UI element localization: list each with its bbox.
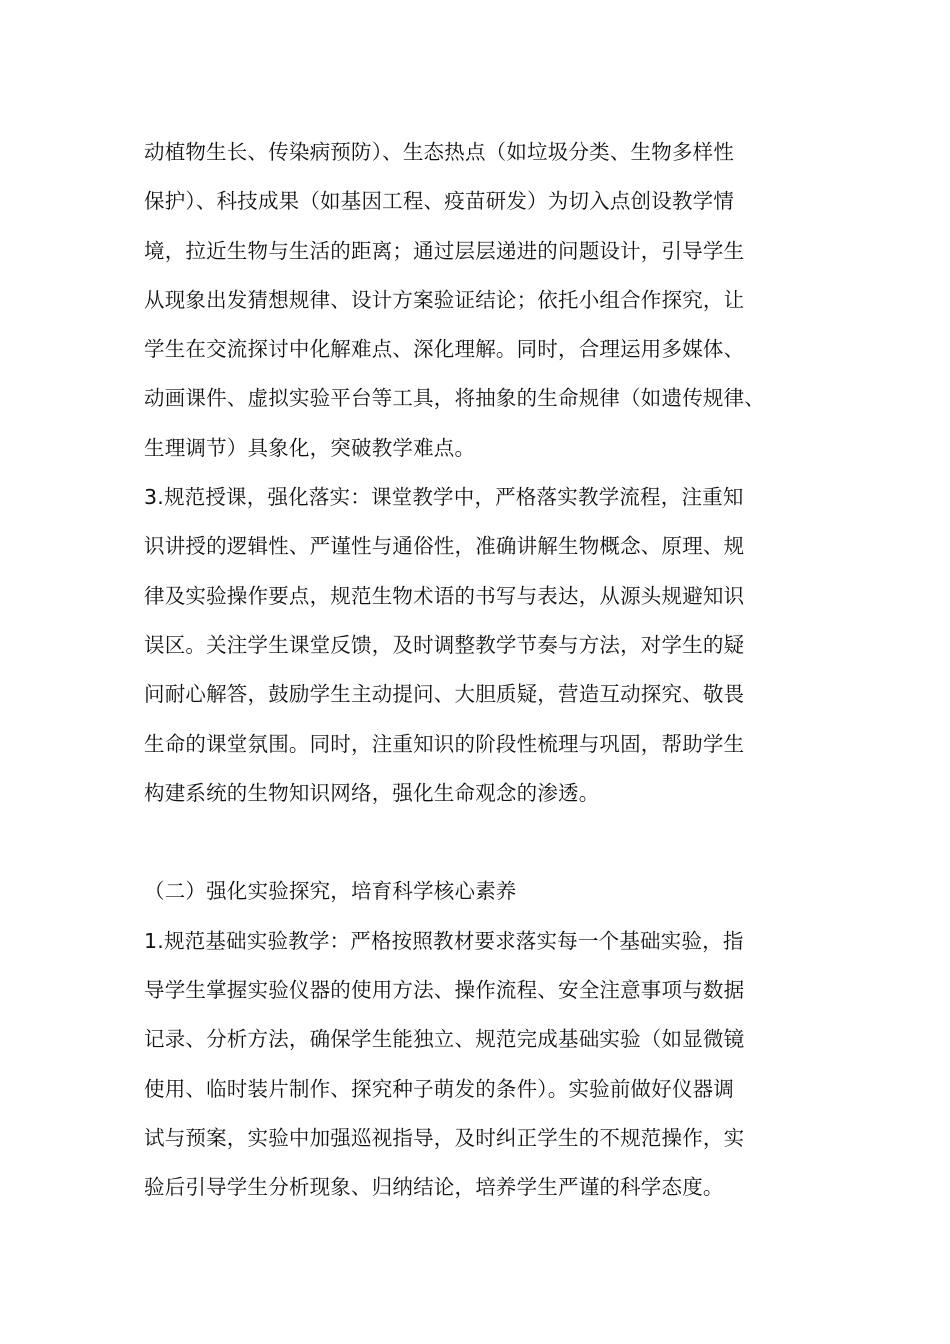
text-line: 识讲授的逻辑性、严谨性与通俗性，准确讲解生物概念、原理、规 (144, 534, 745, 559)
paragraph-spacer (144, 824, 824, 873)
text-line: 3.规范授课，强化落实：课堂教学中，严格落实教学流程，注重知 (144, 485, 744, 510)
text-line: 生理调节）具象化，突破教学难点。 (144, 435, 476, 460)
text-line: 误区。关注学生课堂反馈，及时调整教学节奏与方法，对学生的疑 (144, 632, 745, 657)
section-heading: （二）强化实验探究，培育科学核心素养 (144, 879, 517, 904)
text-line: 验后引导学生分析现象、归纳结论，培养学生严谨的科学态度。 (144, 1175, 724, 1200)
text-line: 境，拉近生物与生活的距离；通过层层递进的问题设计，引导学生 (144, 238, 745, 263)
text-line: 律及实验操作要点，规范生物术语的书写与表达，从源头规避知识 (144, 583, 745, 608)
text-line: 使用、临时装片制作、探究种子萌发的条件）。实验前做好仪器调 (144, 1076, 735, 1101)
text-line: 导学生掌握实验仪器的使用方法、操作流程、安全注意事项与数据 (144, 978, 745, 1003)
text-line: 1.规范基础实验教学：严格按照教材要求落实每一个基础实验，指 (144, 928, 744, 953)
paragraph-context-teaching (144, 134, 824, 479)
text-line: 从现象出发猜想规律、设计方案验证结论；依托小组合作探究，让 (144, 287, 745, 312)
text-line: 问耐心解答，鼓励学生主动提问、大胆质疑，营造互动探究、敬畏 (144, 682, 745, 707)
text-line: 构建系统的生物知识网络，强化生命观念的渗透。 (144, 780, 600, 805)
text-line: 动植物生长、传染病预防）、生态热点（如垃圾分类、生物多样性 (144, 140, 735, 164)
paragraph-basic-experiments (144, 923, 824, 1219)
document-body (144, 134, 824, 1219)
paragraph-standard-teaching (144, 479, 824, 824)
text-line: 学生在交流探讨中化解难点、深化理解。同时，合理运用多媒体、 (144, 337, 745, 362)
text-line: 试与预案，实验中加强巡视指导，及时纠正学生的不规范操作，实 (144, 1125, 745, 1150)
text-line: 保护）、科技成果（如基因工程、疫苗研发）为切入点创设教学情 (144, 189, 735, 214)
text-line: 生命的课堂氛围。同时，注重知识的阶段性梳理与巩固，帮助学生 (144, 731, 745, 756)
text-line: 动画课件、虚拟实验平台等工具，将抽象的生命规律（如遗传规律、 (144, 386, 765, 411)
text-line: 记录、分析方法，确保学生能独立、规范完成基础实验（如显微镜 (144, 1027, 745, 1052)
